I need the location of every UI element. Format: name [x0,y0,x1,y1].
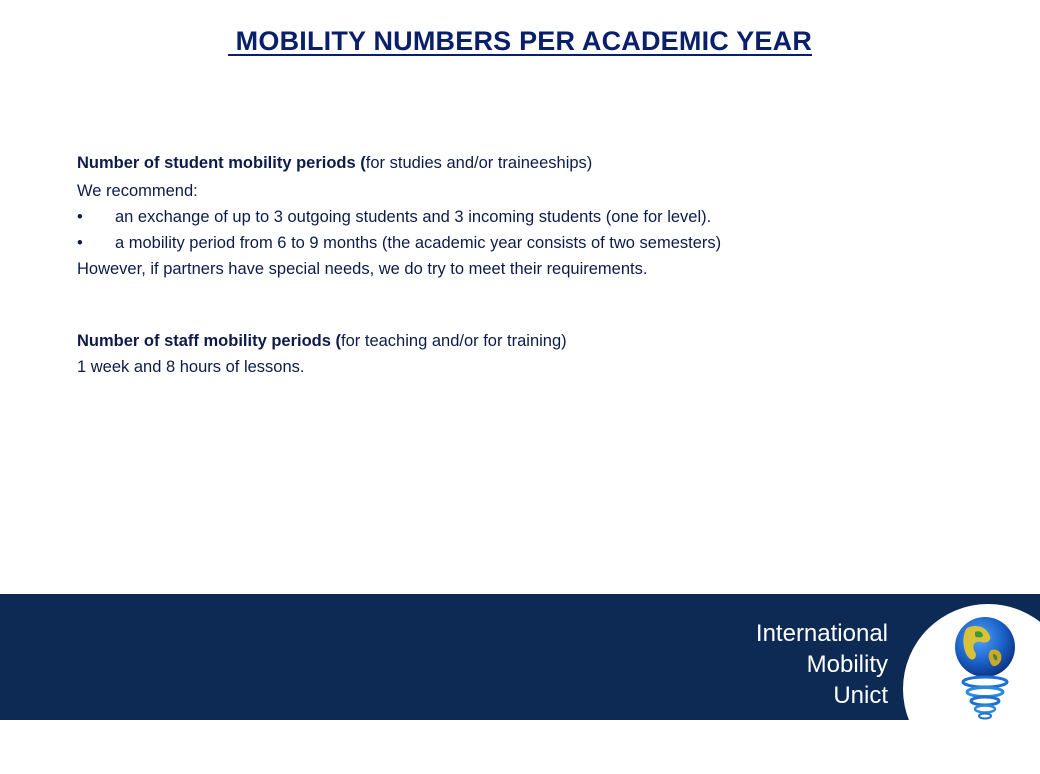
globe-spiral-logo-icon [945,614,1025,720]
main-content [77,150,977,380]
footer-line-mobility: Mobility [806,651,888,678]
staff-heading-bold: Number of staff mobility periods ( [77,332,342,350]
recommend-text: We recommend: [77,182,198,200]
student-mobility-heading [77,150,977,176]
footer-line-international: International [755,620,888,647]
list-item [77,230,977,256]
student-heading-bold: Number of student mobility periods ( [77,154,366,172]
bullet-text-period: a mobility period from 6 to 9 months (the academic year consists of two semesters) [115,234,722,252]
list-item [77,204,977,230]
bullet-icon: • [77,208,83,226]
staff-mobility-heading [77,328,977,354]
footer-bar [0,594,1040,720]
bullet-icon: • [77,234,83,252]
student-heading-rest: for studies and/or traineeships) [365,154,593,172]
footer-line-unict: Unict [833,682,888,709]
bullet-text-exchange: an exchange of up to 3 outgoing students and 3 incoming students (one for level). [115,208,712,226]
staff-detail-text: 1 week and 8 hours of lessons. [77,358,305,376]
however-text: However, if partners have special needs, we do try to meet their requirements. [77,260,648,278]
staff-heading-rest: for teaching and/or for training) [341,332,567,350]
footer-title [756,618,888,711]
page-title [0,26,1040,57]
page-title-text: MOBILITY NUMBERS PER ACADEMIC YEAR [227,26,813,56]
